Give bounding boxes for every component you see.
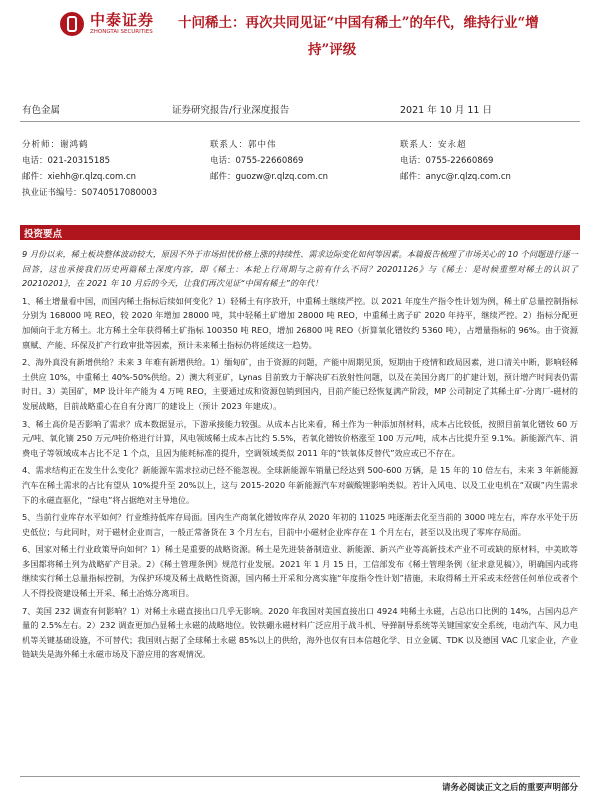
summary-point-3: 3、稀土高价是否影响了需求？成本数据显示，下游承接能力较强。从成本占比来看，稀土作为一种添加剂材料，成本占比较低，按照目前氧化镨钕 60 万元/吨、氧化镝 250 万元/吨价格进行计算，风电领域稀土成本占比约 5.5%，若氧化镨钕价格涨至 100 万元/吨，成本占比提升至 9.1%。新能源汽车、消费电子等领域成本占比不足 1 个点，且因为能耗标准的提升，空调领域类似 2011 年的“铁氧体反替代”效应或已不存在。 (22, 418, 578, 458)
summary-point-7: 7、美国 232 调查有何影响？1）对稀土永磁直接出口几乎无影响。2020 年我国对美国直接出口 4924 吨稀土永磁，占总出口比例的 14%，占国内总产量的 2.5%左右。2）232 调查更加凸显稀土永磁的战略地位。钕铁硼永磁材料广泛应用于战斗机、导弹制导系统等关键国家安全系统，电动汽车、风力电机等关键基础设施，不可替代；我国则占据了全球稀土永磁 85%以上的供给，海外也仅有日本信越化学、日立金属、TDK 以及德国 VAC 几家企业，产业链缺失是海外稀土永磁市场及下游应用的客观情况。 (22, 605, 578, 660)
analyst-cert: 执业证书编号：S0740517080003 (22, 188, 158, 198)
analyst-block-1 (22, 137, 157, 201)
contact-name: 联系人：郭中伟 (210, 140, 277, 150)
summary-point-2: 2、海外真没有新增供给？未来 3 年难有新增供给。1）缅甸矿，由于资源的问题，产能中周期见顶，短期由于疫情和政局因素，进口清关中断，影响轻稀土供应 10%，中重稀土 40%-50%供给。2）澳大利亚矿，Lynas 目前致力于解决矿石放射性问题，以及在美国分离厂的扩建计划，预计增产时间表仍需时日。3）美国矿，MP 设计年产能为 4 万吨 REO，主要通过成和资源包销到国内，目前产能已经恢复满产阶段，MP 公司制定了其稀土矿-分离厂-磁材的发展战略，目前战略重心在自有分离厂的建设上（预计 2023 年建成）。 (22, 357, 578, 411)
contact-phone: 电话：0755-22660869 (210, 156, 304, 166)
contact-email: 邮件：guozw@r.qlzq.com.cn (210, 172, 329, 182)
summary-point-1: 1、稀土增量看中国，而国内稀土指标后续如何变化？1）轻稀土有序放开，中重稀土继续严控。以 2021 年度生产指令性计划为例，稀土矿总量控制指标分别为 168000 吨 REO，较 2020 年增加 28000 吨，其中轻稀土矿增加 28000 吨 REO，中重稀土离子矿 2020 年持平，继续严控。2）指标分配更加倾向于北方稀土。北方稀土全年获得稀土矿指标 100350 吨 REO，增加 26800 吨 REO（折算氧化镨钕约 5360 吨），占增量指标的 96%。由于资源禀赋、产能、环保及扩产行政审批等因素，预计未来稀土指标仍将延续这一趋势。 (22, 295, 578, 350)
logo-name-en: ZHONGTAI SECURITIES (90, 29, 153, 35)
report-header (0, 0, 600, 85)
contact-phone: 电话：0755-22660869 (400, 156, 494, 166)
summary-intro: 9 月份以来，稀土板块整体波动较大，原因不外于市场担忧价格上涨的持续性、需求边际变化如何等因素。本篇报告梳理了市场关心的 10 个问题进行逐一回答，这也承接我们历史两篇稀土深度内容，即《稀土：本轮上行周期与之前有什么不同？20201126》与《稀土：是时候重塑对稀土的认识了 20210201》，在 2021 年 10 月后的今天，让我们再次见证“中国有稀土”的年代！ (22, 249, 578, 289)
footer-divider (20, 776, 580, 777)
section-title: 投资要点 (24, 229, 63, 240)
analyst-name: 分析师：谢鸿鹤 (22, 140, 89, 150)
analyst-email: 邮件：xiehh@r.qlzq.com.cn (22, 172, 137, 182)
investment-summary (22, 247, 578, 665)
summary-point-5: 5、当前行业库存水平如何？行业维持低库存局面。国内生产商氧化镨钕库存从 2020 年初的 11025 吨逐渐去化至当前的 3000 吨左右，库存水平处于历史低位；与此同时，对于磁材企业而言，一般正常备货在 3 个月左右，目前中小磁材企业库存在 1 个月左右，甚至以及出现了零库存局面。 (22, 512, 578, 537)
report-date: 2021 年 10 月 11 日 (400, 105, 492, 116)
logo-icon (60, 12, 84, 36)
summary-point-6: 6、国家对稀土行业政策导向如何？1）稀土是重要的战略资源。稀土是先进装备制造业、新能源、新兴产业等高新技术产业不可或缺的原材料，中美欧等多国都将稀土列为战略矿产目录。2）《稀土管理条例》规范行业发展。2021 年 1 月 15 日，工信部发布《稀土管理条例（征求意见稿）》，明确国内或将继续实行稀土总量指标控制，为保护环境及稀土战略性资源，国内稀土开采和分离实施“年度指令性计划”措施，未取得稀土开采或未经营任何单位或者个人不得投资建设稀土开采、稀土冶炼分离项目。 (22, 544, 578, 599)
contact-name: 联系人：安永超 (400, 140, 467, 150)
contact-block-2 (210, 137, 328, 185)
report-title-line1: 十问稀土：再次共同见证“中国有稀土”的年代，维持行业“增 (178, 15, 539, 31)
summary-point-4: 4、需求结构正在发生什么变化？新能源车需求拉动已经不能忽视。全球新能源车销量已经达到 500-600 万辆，是 15 年的 10 倍左右，未来 3 年新能源汽车在稀土需求的占比有望从 10%提升至 20%以上，这与 2015-2020 年新能源汽车对碳酸锂影响类似。若计入风电、以及工业电机在“双碳”内生需求下的永磁直驱化，“绿电”将占据绝对主导地位。 (22, 465, 578, 505)
company-logo (60, 12, 154, 36)
report-title-line2: 持”评级 (308, 42, 357, 58)
logo-name-cn: 中泰证券 (90, 11, 155, 29)
contact-email: 邮件：anyc@r.qlzq.com.cn (400, 172, 511, 182)
report-title (178, 10, 573, 64)
industry-label: 有色金属 (22, 105, 61, 116)
divider (20, 121, 580, 122)
contact-block-3 (400, 137, 511, 185)
report-type: 证券研究报告/行业深度报告 (172, 105, 290, 116)
analyst-phone: 电话：021-20315185 (22, 156, 111, 166)
section-header-bar (20, 225, 580, 240)
footer-disclaimer: 请务必阅读正文之后的重要声明部分 (441, 783, 578, 793)
